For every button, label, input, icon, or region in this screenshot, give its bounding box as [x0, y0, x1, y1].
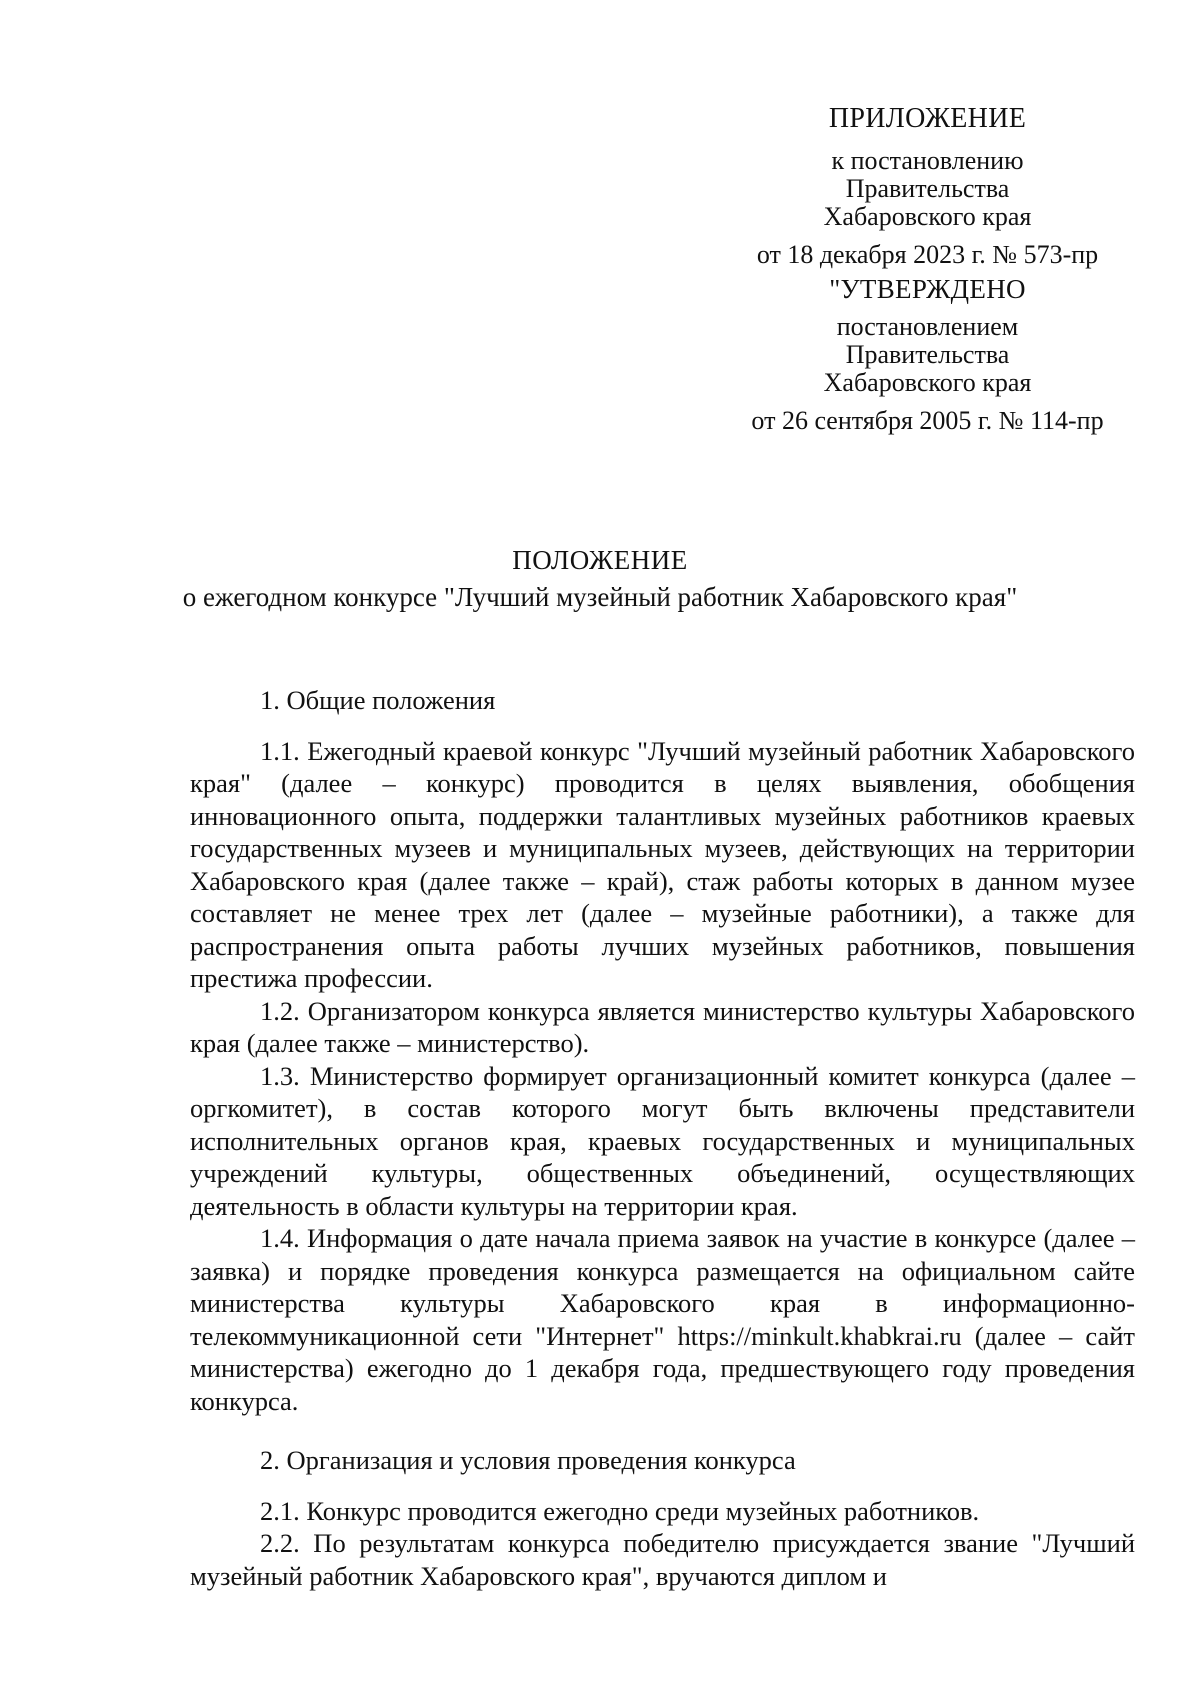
paragraph: 2.1. Конкурс проводится ежегодно среди музейных работников. — [260, 1495, 980, 1526]
approved-heading: "УТВЕРЖДЕНО — [829, 274, 1026, 304]
appendix-line: Правительства — [845, 174, 1010, 203]
paragraph: 1.2. Организатором конкурса является министерство культуры Хабаровского края (далее также – министерство). — [190, 995, 1135, 1058]
appendix-date: от 18 декабря 2023 г. № 573-пр — [756, 240, 1099, 269]
section-heading: 2. Организация и условия проведения конкурса — [260, 1445, 796, 1475]
approved-line: постановлением — [836, 312, 1019, 341]
approved-line: Хабаровского края — [823, 368, 1032, 397]
paragraph: 1.1. Ежегодный краевой конкурс "Лучший музейный работник Хабаровского края" (далее – конкурс) проводится в целях выявления, обобщения инновационного опыта, поддержки талантливых музейных работников краевых государственных музеев и муниципальных музеев, действующих на территории Хабаровского края (далее также – край), стаж работы которых в данном музее составляет не менее трех лет (далее – музейные работники), а также для распространения опыта работы лучших музейных работников, повышения престижа профессии. — [190, 735, 1135, 993]
section-heading: 1. Общие положения — [260, 685, 496, 715]
approved-date: от 26 сентября 2005 г. № 114-пр — [751, 406, 1104, 435]
appendix-line: Хабаровского края — [823, 202, 1032, 231]
section-1 — [190, 684, 1135, 1417]
approved-line: Правительства — [845, 340, 1010, 369]
paragraph: 1.4. Информация о дате начала приема заявок на участие в конкурсе (далее – заявка) и порядке проведения конкурса размещается на официальном сайте министерства культуры Хабаровского края в информационно-телекоммуникационной сети "Интернет" https://minkult.khabkrai.ru (далее – сайт министерства) ежегодно до 1 декабря года, предшествующего году проведения конкурса. — [190, 1223, 1135, 1416]
appendix-heading: ПРИЛОЖЕНИЕ — [828, 103, 1027, 134]
appendix-block — [715, 105, 1140, 435]
paragraph: 2.2. По результатам конкурса победителю присуждается звание "Лучший музейный работник Хабаровского края", вручаются диплом и — [190, 1528, 1135, 1591]
appendix-line: к постановлению — [831, 146, 1024, 175]
document-subtitle: о ежегодном конкурсе "Лучший музейный работник Хабаровского края" — [182, 582, 1018, 612]
document-title: ПОЛОЖЕНИЕ — [512, 545, 688, 575]
paragraph: 1.3. Министерство формирует организационный комитет конкурса (далее – оргкомитет), в состав которого могут быть включены представители исполнительных органов края, краевых государственных и муниципальных учреждений культуры, общественных объединений, осуществляющих деятельность в области культуры на территории края. — [190, 1060, 1135, 1221]
section-2 — [190, 1444, 1135, 1592]
